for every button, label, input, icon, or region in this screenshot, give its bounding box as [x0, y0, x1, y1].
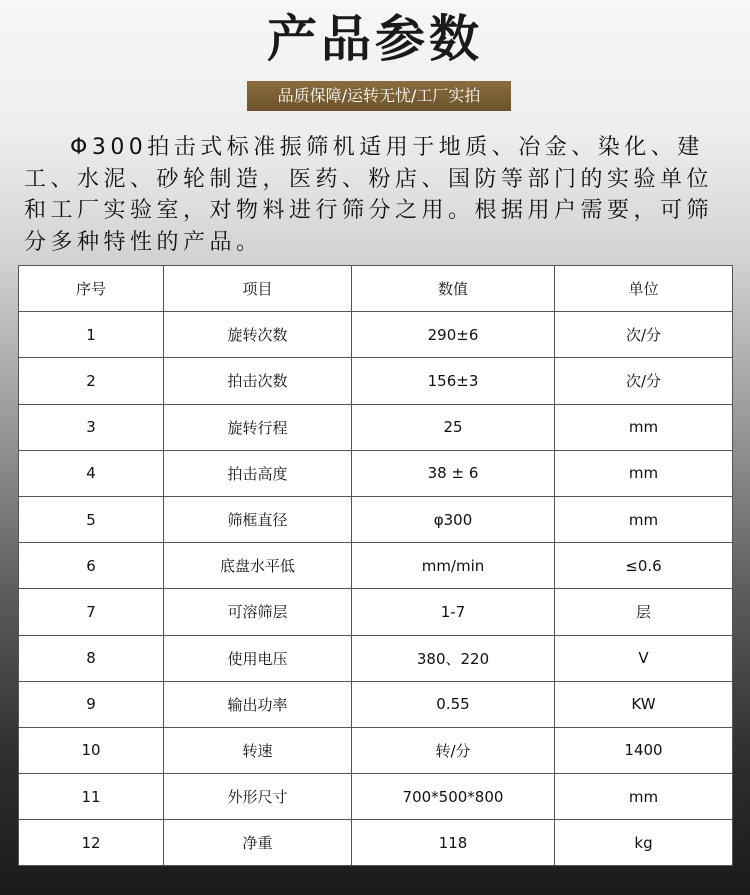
table-row	[19, 358, 733, 404]
row-item: 底盘水平低	[164, 543, 352, 589]
header-item: 项目	[164, 266, 352, 312]
row-item: 外形尺寸	[164, 774, 352, 820]
row-index: 4	[19, 450, 164, 496]
parameter-table	[18, 265, 733, 866]
row-unit: 次/分	[555, 312, 733, 358]
page-title: 产品参数	[267, 10, 483, 68]
row-unit: mm	[555, 450, 733, 496]
row-unit: kg	[555, 820, 733, 866]
row-value: 290±6	[352, 312, 555, 358]
table-row	[19, 543, 733, 589]
row-value: 1-7	[352, 589, 555, 635]
table-row	[19, 404, 733, 450]
row-value: 转/分	[352, 727, 555, 773]
table-row	[19, 681, 733, 727]
tagline-badge: 品质保障/运转无忧/工厂实拍	[247, 81, 511, 111]
row-value: 118	[352, 820, 555, 866]
table-row	[19, 312, 733, 358]
row-index: 7	[19, 589, 164, 635]
row-value: 25	[352, 404, 555, 450]
row-index: 3	[19, 404, 164, 450]
row-value: φ300	[352, 496, 555, 542]
row-value: mm/min	[352, 543, 555, 589]
row-item: 旋转次数	[164, 312, 352, 358]
row-index: 10	[19, 727, 164, 773]
row-unit: 次/分	[555, 358, 733, 404]
row-index: 12	[19, 820, 164, 866]
row-item: 净重	[164, 820, 352, 866]
row-index: 8	[19, 635, 164, 681]
row-value: 700*500*800	[352, 774, 555, 820]
row-index: 6	[19, 543, 164, 589]
row-unit: 层	[555, 589, 733, 635]
header-value: 数值	[352, 266, 555, 312]
row-unit: mm	[555, 774, 733, 820]
row-value: 0.55	[352, 681, 555, 727]
table-header-row	[19, 266, 733, 312]
row-index: 2	[19, 358, 164, 404]
table-row	[19, 774, 733, 820]
row-index: 9	[19, 681, 164, 727]
row-unit: 1400	[555, 727, 733, 773]
row-index: 11	[19, 774, 164, 820]
table-row	[19, 450, 733, 496]
row-value: 380、220	[352, 635, 555, 681]
row-value: 38 ± 6	[352, 450, 555, 496]
row-value: 156±3	[352, 358, 555, 404]
header-unit: 单位	[555, 266, 733, 312]
row-index: 1	[19, 312, 164, 358]
row-unit: ≤0.6	[555, 543, 733, 589]
table-row	[19, 589, 733, 635]
row-item: 使用电压	[164, 635, 352, 681]
row-item: 输出功率	[164, 681, 352, 727]
row-item: 筛框直径	[164, 496, 352, 542]
table-row	[19, 496, 733, 542]
row-unit: KW	[555, 681, 733, 727]
table-row	[19, 635, 733, 681]
table-row	[19, 820, 733, 866]
row-unit: mm	[555, 404, 733, 450]
row-item: 拍击次数	[164, 358, 352, 404]
header-index: 序号	[19, 266, 164, 312]
row-item: 拍击高度	[164, 450, 352, 496]
row-unit: V	[555, 635, 733, 681]
row-item: 转速	[164, 727, 352, 773]
row-unit: mm	[555, 496, 733, 542]
intro-paragraph: Φ300拍击式标准振筛机适用于地质、冶金、染化、建工、水泥、砂轮制造，医药、粉店、国防等部门的实验单位和工厂实验室，对物料进行筛分之用。根据用户需要，可筛分多种特性的产品。	[24, 135, 714, 255]
row-item: 可溶筛层	[164, 589, 352, 635]
row-index: 5	[19, 496, 164, 542]
table-row	[19, 727, 733, 773]
row-item: 旋转行程	[164, 404, 352, 450]
